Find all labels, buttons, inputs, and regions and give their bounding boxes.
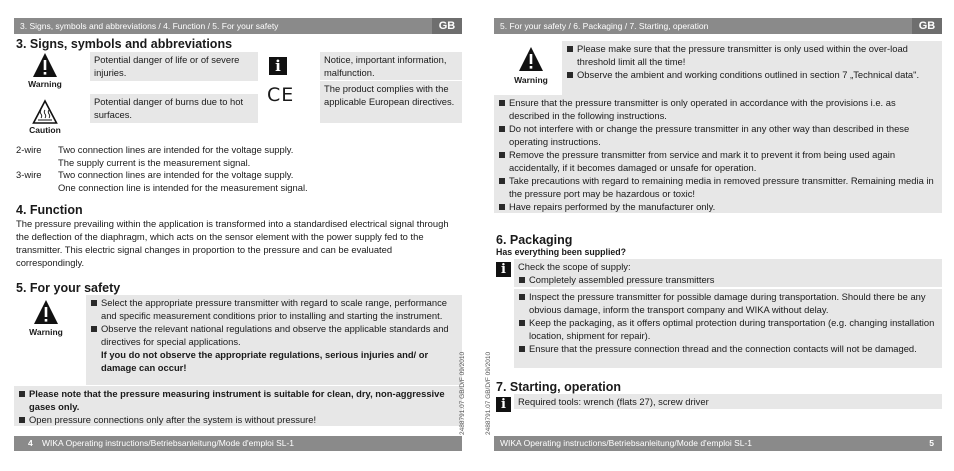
abbr-term: 2-wire xyxy=(16,144,42,155)
page-footer xyxy=(494,436,942,451)
abbr-line: One connection line is intended for the measurement signal. xyxy=(58,182,308,193)
language-badge: GB xyxy=(912,18,942,34)
list-item: Please note that the pressure measuring instrument is suitable for clean, dry, non-aggressive gases only. xyxy=(18,387,458,413)
page-number: 5 xyxy=(929,438,934,448)
list-item: Take precautions with regard to remaining media in removed pressure transmitter. Remaining media in the pressure port may be hazardous or toxic! xyxy=(498,174,938,200)
header-text: 5. For your safety / 6. Packaging / 7. Starting, operation xyxy=(500,21,709,31)
abbr-line: The supply current is the measurement signal. xyxy=(58,157,251,168)
notice-desc: Notice, important information, malfunction. xyxy=(320,52,462,80)
warning-icon xyxy=(33,299,59,325)
packaging-box xyxy=(514,289,942,368)
list-item: Remove the pressure transmitter from service and mark it to prevent it from being used again accidentally, if it becomes damaged or unsafe for operation. xyxy=(498,148,938,174)
footer-text: WIKA Operating instructions/Betriebsanleitung/Mode d'emploi SL-1 xyxy=(500,438,753,448)
section-title: 5. For your safety xyxy=(16,281,121,295)
abbr-line: Two connection lines are intended for the voltage supply. xyxy=(58,144,294,155)
list-item: Ensure that the pressure connection thread and the connection contacts will not be damaged. xyxy=(518,342,938,355)
language-badge: GB xyxy=(432,18,462,34)
section-title: 4. Function xyxy=(16,203,83,217)
warning-desc: Potential danger of life or of severe injuries. xyxy=(90,52,258,81)
warning-label: Warning xyxy=(28,79,62,89)
function-paragraph: The pressure prevailing within the application is transformed into a standardised electrical signal through the deflection of the diaphragm, which acts on the sensor element with the power supply fed to the transmitter. This electric signal changes in proportion to the pressure and can be evaluated correspondingly. xyxy=(16,218,449,268)
page-footer xyxy=(14,436,462,451)
list-item: Ensure that the pressure transmitter is only operated in accordance with the provisions i.e. as described in the following instructions. xyxy=(498,96,938,122)
list-item: Observe the ambient and working conditions outlined in section 7 „Technical data". xyxy=(566,68,938,81)
list-item: Do not interfere with or change the pressure transmitter in any other way than described in these operating instructions. xyxy=(498,122,938,148)
list-item: Observe the relevant national regulations and observe the applicable standards and directives for special applications. xyxy=(90,322,458,348)
warning-label: Warning xyxy=(29,327,63,337)
check-text: Check the scope of supply: xyxy=(518,261,631,272)
info-icon: i xyxy=(496,397,511,412)
side-code: 2488791.07 GB/D/F 09/2010 xyxy=(485,351,492,435)
right-page xyxy=(494,0,942,471)
list-item: Please make sure that the pressure transmitter is only used within the over-load threshold limit all the time! xyxy=(566,42,938,68)
list-item: Inspect the pressure transmitter for possible damage during transportation. Should there be any obvious damage, inform the transport company and WIKA without delay. xyxy=(518,290,938,316)
safety-list-box xyxy=(494,95,942,213)
section-title: 7. Starting, operation xyxy=(496,380,622,394)
section-title: 3. Signs, symbols and abbreviations xyxy=(16,37,233,51)
warning-icon xyxy=(32,52,58,78)
list-item: Completely assembled pressure transmitters xyxy=(518,273,938,286)
info-icon: i xyxy=(269,57,287,75)
warning-icon xyxy=(518,46,544,72)
list-item: Have repairs performed by the manufacturer only. xyxy=(498,200,938,213)
ce-mark-icon: CE xyxy=(267,84,295,106)
side-code: 2488791.07 GB/D/F 09/2010 xyxy=(459,351,466,435)
caution-desc: Potential danger of burns due to hot surfaces. xyxy=(90,94,258,123)
warning-label: Warning xyxy=(514,75,548,85)
page-number: 4 xyxy=(28,438,33,448)
footer-text: WIKA Operating instructions/Betriebsanleitung/Mode d'emploi SL-1 xyxy=(42,438,295,448)
page-header xyxy=(14,18,462,34)
ce-desc: The product complies with the applicable European directives. xyxy=(320,81,462,123)
page-header xyxy=(494,18,942,34)
caution-label: Caution xyxy=(29,125,61,135)
safety-notes-box xyxy=(14,386,462,426)
list-item: Keep the packaging, as it offers optimal protection during transportation (e.g. changing installation location, shipment for repair). xyxy=(518,316,938,342)
abbr-term: 3-wire xyxy=(16,169,42,180)
check-box xyxy=(514,259,942,287)
left-page xyxy=(14,0,462,471)
hot-surface-icon xyxy=(32,99,58,125)
list-item: Select the appropriate pressure transmitter with regard to scale range, performance and specific measurement conditions prior to installing and starting the instrument. xyxy=(90,296,458,322)
abbr-line: Two connection lines are intended for the voltage supply. xyxy=(58,169,294,180)
safety-bold-note: If you do not observe the appropriate regulations, serious injuries and/ or damage can occur! xyxy=(101,349,429,373)
tools-box: Required tools: wrench (flats 27), screw driver xyxy=(514,394,942,409)
subheading: Has everything been supplied? xyxy=(496,247,627,257)
warning-box xyxy=(562,41,942,95)
section-title: 6. Packaging xyxy=(496,233,573,247)
list-item: Open pressure connections only after the system is without pressure! xyxy=(18,413,458,426)
safety-warning-box xyxy=(86,295,462,385)
info-icon: i xyxy=(496,262,511,277)
header-text: 3. Signs, symbols and abbreviations / 4. Function / 5. For your safety xyxy=(20,21,279,31)
